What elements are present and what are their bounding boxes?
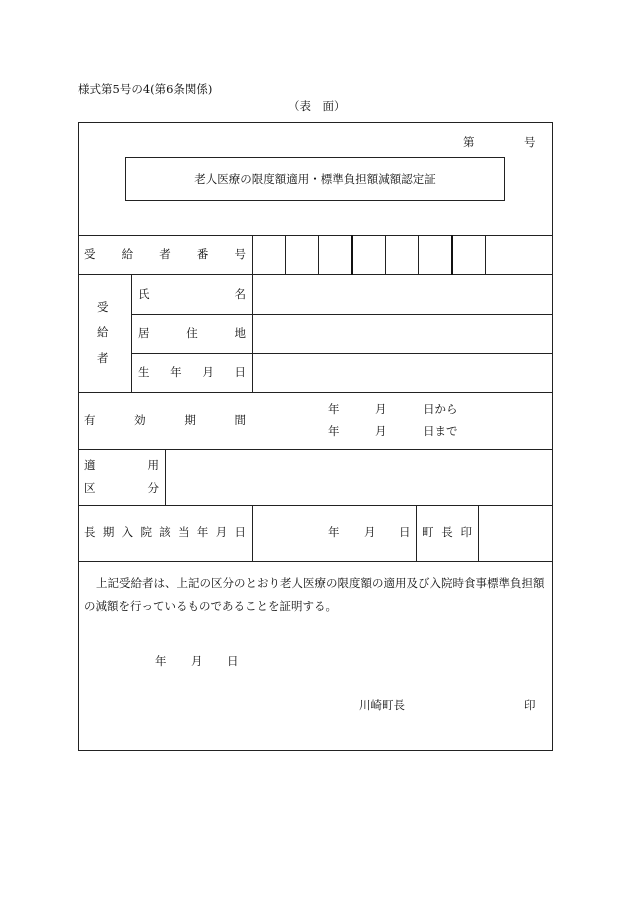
number-box-divider	[351, 235, 353, 275]
long-stay-day: 日	[399, 525, 411, 539]
valid-to-month: 月	[375, 424, 387, 438]
divider	[252, 505, 253, 562]
number-go: 号	[524, 135, 536, 149]
valid-to-year: 年	[328, 424, 340, 438]
certificate-frame	[78, 122, 553, 751]
divider	[131, 274, 132, 393]
divider	[78, 505, 553, 506]
applicable-label: 適 用	[84, 458, 159, 472]
divider	[416, 505, 417, 562]
address-label: 居 住 地	[138, 326, 246, 340]
divider	[131, 353, 553, 354]
issue-year: 年	[155, 654, 167, 668]
birth-label: 生 年 月 日	[138, 365, 246, 379]
number-box-divider	[418, 235, 419, 275]
number-box-divider	[285, 235, 286, 275]
number-box-divider	[451, 235, 453, 275]
valid-to-day: 日まで	[423, 424, 458, 438]
name-label: 氏 名	[138, 287, 246, 301]
form-id: 様式第5号の4(第6条関係)	[78, 82, 213, 96]
category-label: 区 分	[84, 481, 159, 495]
certification-line2: の減額を行っているものであることを証明する。	[84, 599, 337, 613]
recipient-group-label: 受 給 者	[97, 300, 109, 365]
number-box-divider	[385, 235, 386, 275]
long-stay-year: 年	[328, 525, 340, 539]
long-stay-month: 月	[364, 525, 376, 539]
divider	[78, 235, 553, 236]
long-stay-label: 長 期 入 院 該 当 年 月 日	[84, 525, 246, 539]
recipient-number-label: 受 給 者 番 号	[84, 247, 246, 261]
number-box-divider	[485, 235, 486, 275]
divider	[78, 274, 553, 275]
certificate-title-box	[125, 157, 505, 201]
divider	[165, 449, 166, 506]
valid-from-year: 年	[328, 402, 340, 416]
number-box-divider	[318, 235, 319, 275]
divider	[252, 235, 253, 393]
valid-from-day: 日から	[423, 402, 458, 416]
issue-month: 月	[191, 654, 203, 668]
town-seal-label: 町 長 印	[422, 525, 472, 539]
certification-line1: 上記受給者は、上記の区分のとおり老人医療の限度額の適用及び入院時食事標準負担額	[96, 576, 545, 590]
issuer-seal: 印	[524, 698, 536, 712]
face-label: （表 面）	[288, 99, 346, 113]
issue-day: 日	[227, 654, 239, 668]
divider	[478, 505, 479, 562]
divider	[78, 392, 553, 393]
divider	[78, 449, 553, 450]
issuer: 川崎町長	[359, 698, 405, 712]
divider	[131, 314, 553, 315]
divider	[78, 561, 553, 562]
number-dai: 第	[463, 135, 475, 149]
certificate-title: 老人医療の限度額適用・標準負担額減額認定証	[194, 172, 436, 186]
valid-from-month: 月	[375, 402, 387, 416]
validity-label: 有 効 期 間	[84, 413, 246, 427]
